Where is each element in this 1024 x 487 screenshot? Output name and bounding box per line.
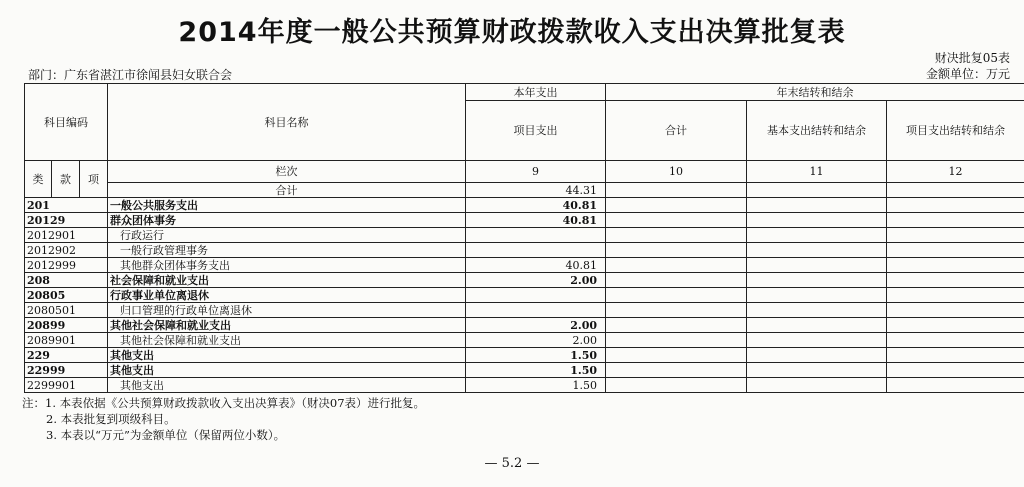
row-name: 其他支出 [108,378,466,393]
header-project-balance: 项目支出结转和结余 [887,101,1024,161]
row-value: 1.50 [466,378,606,393]
notes [22,395,425,443]
row-name: 行政事业单位离退休 [108,288,466,303]
row-empty-cell [606,348,747,363]
row-name: 其他群众团体事务支出 [108,258,466,273]
row-empty-cell [606,213,747,228]
header-basic-balance: 基本支出结转和结余 [747,101,887,161]
row-empty-cell [606,243,747,258]
table-row [25,378,1024,393]
header-xiang: 项 [80,161,108,198]
row-empty-cell [887,198,1024,213]
header-subject-name: 科目名称 [108,84,466,161]
col-12: 12 [887,161,1024,183]
row-value: 2.00 [466,273,606,288]
row-empty-cell [747,333,887,348]
row-empty-cell [887,228,1024,243]
row-empty-cell [747,273,887,288]
row-name: 其他社会保障和就业支出 [108,318,466,333]
row-code: 2299901 [25,378,108,393]
row-code: 2089901 [25,333,108,348]
row-empty-cell [747,213,887,228]
note-1: 注：1. 本表依据《公共预算财政拨款收入支出决算表》（财决07表）进行批复。 [22,396,426,410]
row-name: 一般公共服务支出 [108,198,466,213]
row-name: 社会保障和就业支出 [108,273,466,288]
row-empty-cell [606,228,747,243]
col-9: 9 [466,161,606,183]
row-empty-cell [747,318,887,333]
row-empty-cell [747,378,887,393]
row-value: 40.81 [466,198,606,213]
row-empty-cell [606,273,747,288]
table-row [25,273,1024,288]
header-column-index: 栏次 [108,161,466,183]
table-row [25,288,1024,303]
header-year-end-balance: 年末结转和结余 [606,84,1024,101]
row-code: 2080501 [25,303,108,318]
row-empty-cell [747,303,887,318]
row-empty-cell [887,273,1024,288]
table-row [25,348,1024,363]
row-value [466,243,606,258]
row-name: 其他支出 [108,348,466,363]
header-lei: 类 [25,161,52,198]
row-value: 1.50 [466,363,606,378]
row-empty-cell [887,333,1024,348]
row-name: 归口管理的行政单位离退休 [108,303,466,318]
row-empty-cell [887,288,1024,303]
note-3: 3. 本表以“万元”为金额单位（保留两位小数）。 [46,428,286,442]
row-empty-cell [747,258,887,273]
row-empty-cell [606,303,747,318]
table-row [25,333,1024,348]
table-row [25,213,1024,228]
table-row [25,258,1024,273]
row-empty-cell [887,213,1024,228]
header-current-year-expenditure: 本年支出 [466,84,606,101]
row-empty-cell [887,258,1024,273]
row-empty-cell [887,363,1024,378]
form-meta [926,50,1010,82]
row-empty-cell [747,288,887,303]
row-empty-cell [606,288,747,303]
header-subject-code: 科目编码 [25,84,108,161]
row-name: 其他社会保障和就业支出 [108,333,466,348]
row-code: 20899 [25,318,108,333]
header-total: 合计 [606,101,747,161]
row-name: 群众团体事务 [108,213,466,228]
approval-table [24,83,1024,393]
row-value: 2.00 [466,333,606,348]
row-empty-cell [747,348,887,363]
table-row [25,228,1024,243]
note-2: 2. 本表批复到项级科目。 [46,412,176,426]
row-code: 22999 [25,363,108,378]
amount-unit: 金额单位：万元 [925,67,1010,81]
row-empty-cell [606,318,747,333]
table-row [25,243,1024,258]
row-empty-cell [747,228,887,243]
table-body [25,198,1024,393]
form-number: 财决批复05表 [934,51,1010,65]
row-code: 20805 [25,288,108,303]
table-row [25,318,1024,333]
row-code: 20129 [25,213,108,228]
row-name: 其他支出 [108,363,466,378]
row-code: 2012902 [25,243,108,258]
row-empty-cell [887,348,1024,363]
row-empty-cell [606,363,747,378]
row-code: 208 [25,273,108,288]
table-row [25,303,1024,318]
row-empty-cell [606,333,747,348]
row-code: 2012901 [25,228,108,243]
row-empty-cell [606,198,747,213]
header-project-expenditure: 项目支出 [466,101,606,161]
row-code: 2012999 [25,258,108,273]
page-number: — 5.2 — [484,456,540,471]
table-row [25,363,1024,378]
row-empty-cell [887,243,1024,258]
row-empty-cell [887,378,1024,393]
row-value: 40.81 [466,258,606,273]
total-label: 合计 [108,183,466,198]
row-value [466,303,606,318]
total-value: 44.31 [466,183,606,198]
row-empty-cell [747,363,887,378]
row-empty-cell [887,303,1024,318]
document-title: 2014年度一般公共预算财政拨款收入支出决算批复表 [178,17,846,48]
department-label: 部门：广东省湛江市徐闻县妇女联合会 [28,68,233,82]
row-value: 40.81 [466,213,606,228]
col-11: 11 [747,161,887,183]
row-value [466,228,606,243]
table-row [25,198,1024,213]
row-name: 一般行政管理事务 [108,243,466,258]
row-empty-cell [606,258,747,273]
row-code: 229 [25,348,108,363]
row-empty-cell [747,198,887,213]
col-10: 10 [606,161,747,183]
row-empty-cell [606,378,747,393]
row-value [466,288,606,303]
header-kuan: 款 [52,161,80,198]
row-code: 201 [25,198,108,213]
row-value: 2.00 [466,318,606,333]
row-value: 1.50 [466,348,606,363]
row-empty-cell [747,243,887,258]
row-name: 行政运行 [108,228,466,243]
row-empty-cell [887,318,1024,333]
